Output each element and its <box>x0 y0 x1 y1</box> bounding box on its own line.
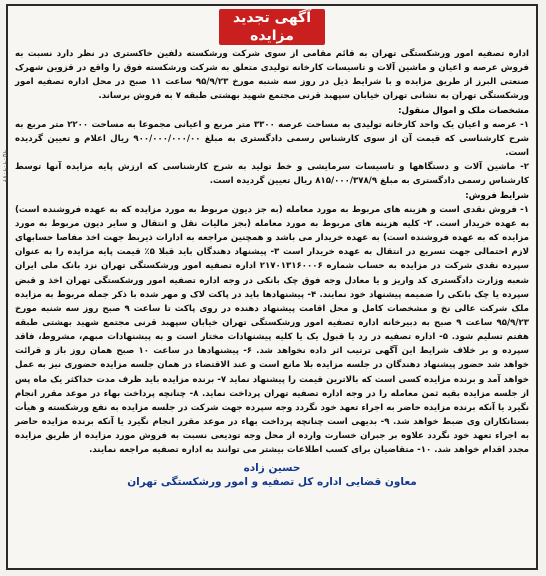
property-item-2: ۲- ماشین آلات و دستگاهها و تاسیسات سرمایشی و خط تولید به شرح کارشناسی که ارزش پایه مزایده آنها توسط کارشناس رسمی دادگستری به مبلغ ۸۱۵/۰۰۰/۳۷۸/۹ ریال تعیین گردیده است. <box>15 162 529 187</box>
notice-intro-paragraph: اداره تصفیه امور ورشکستگی تهران به قائم مقامی از سوی شرکت ورشکسته دلفین خاکستری در نظر دارد نسبت به فروش عرصه و اعیان و ماشین آلات و تاسیسات کارخانه تولیدی متعلق به شرکت ورشکسته فوق را واقع در قزوین شهرک صنعتی البرز از طریق مزایده و با شرایط ذیل در روز سه شنبه مورخ ۹۵/۹/۲۳ ساعت ۱۱ صبح در محل اداره تصفیه امور ورشکستگی تهران به نشانی تهران خیابان سپهبد قرنی مجتمع شهید بهشتی طبقه ۷ به فروش برساند. <box>15 49 529 102</box>
auction-notice <box>6 4 538 570</box>
property-item-1: ۱- عرصه و اعیان یک واحد کارخانه تولیدی به مساحت عرصه ۳۳۰۰ متر مربع و اعیانی مجموعا به مساحت ۲۲۰۰ متر مربع به شرح کارشناسی که قیمت آن از سوی کارشناس رسمی دادگستری به مبلغ ۹۰۰/۰۰۰/۰۰۰/۰۰ ریال اعلام و تعیین گردیده است. <box>15 119 529 159</box>
signature-block <box>15 461 529 490</box>
signatory-role: معاون قضایی اداره کل تصفیه و امور ورشکستگی تهران <box>127 475 417 488</box>
side-reference-code: ۹۵۰۹۰۹۰۷۴ <box>1 150 8 183</box>
notice-body <box>15 47 529 458</box>
signatory-name: حسین زاده <box>243 461 301 474</box>
property-specs-heading: مشخصات ملک و اموال منقول: <box>398 105 529 116</box>
sale-conditions-heading: شرایط فروش: <box>465 190 529 201</box>
notice-title: آگهی تجدید مزایده <box>219 9 325 45</box>
sale-conditions-paragraph: ۱- فروش نقدی است و هزینه های مربوط به مورد معامله (به جز دیون مربوط به مورد مزایده که به عهده فروشنده است) به عهده خریدار است. ۲- کلیه هزینه های مربوط به مورد معامله (بجز مالیات نقل و انتقال و سایر دیون مربوط به مورد مزایده که به عهده فروشنده است) به عهده خریدار می باشد و همچنین مراجعه به ادارات ذیربط جهت اخذ مفاصا حسابهای لازم احتمالی جهت تسریع در انتقال به عهده خریدار است ۳- پیشنهاد دهندگان باید قبلا ۵٪ قیمت پایه مزایده را به عنوان سپرده نقدی شرکت در مزایده به حساب شماره ۲۱۷۰۱۳۱۶۰۰۰۶ اداره تصفیه امور ورشکستگی تهران نزد بانک ملی ایران شعبه وزارت دادگستری کد واریز و یا معادل وجه فوق چک بانکی در وجه اداره تصفیه امور ورشکستگی تهران اخذ و قبض سپرده یا چک بانکی را ضمیمه پیشنهاد خود نمایند. ۴- پیشنهادها باید در پاکت لاک و مهر شده با ذکر جمله مربوط به مزایده ملک شرکت عالی نخ و مشخصات کامل و محل اقامت پیشنهاد دهنده در روی پاکت تا ساعت ۹ صبح روز سه شنبه مورخ ۹۵/۹/۲۳ ساعت ۹ صبح به دبیرخانه اداره تصفیه امور ورشکستگی تهران خیابان سپهبد قرنی مجتمع شهید بهشتی طبقه هفتم تسلیم شود. ۵- اداره تصفیه در رد یا قبول یک یا کلیه پیشنهادات مختار است و به پیشنهادات مبهم، مشروط، فاقد سپرده و بر خلاف شرایط این آگهی ترتیب اثر داده نخواهد شد. ۶- پیشنهادها در ساعت ۱۰ صبح همان روز باز و قرائت خواهد شد حضور پیشنهاد دهندگان در جلسه مزایده بلا مانع است و عند الاقتضاء در همان جلسه مزایده حضوری نیز به عمل خواهد آمد و برنده مزایده کسی است که بالاترین قیمت را پیشنهاد نماید ۷- برنده مزایده باید ظرف مدت حداکثر یک ماه پس از جلسه مزایده بقیه ثمن معامله را در وجه اداره تصفیه تهران پرداخت نماید. ۸- چنانچه پرداخت بهاء در موعد مقرر انجام نگیرد یا آنکه برنده مزایده حاضر به اجراء تعهد خود نگردد وجه سپرده جهت شرکت در جلسه مزایده به نفع ورشکسته و هیأت بستانکاران وی ضبط خواهد شد. ۹- بدیهی است چنانچه پرداخت بهاء در موعد مقرر انجام نگیرد یا آنکه برنده مزایده حاضر به اجراء تعهد خود نگردد علاوه بر جبران خسارت وارده از محل وجه تودیعی نسبت به فروش مورد مزایده از طریق مزایده مجدد اقدام خواهد شد. ۱۰- متقاضیان برای کسب اطلاعات بیشتر می توانند به اداره تصفیه مراجعه نمایند. <box>15 204 530 456</box>
